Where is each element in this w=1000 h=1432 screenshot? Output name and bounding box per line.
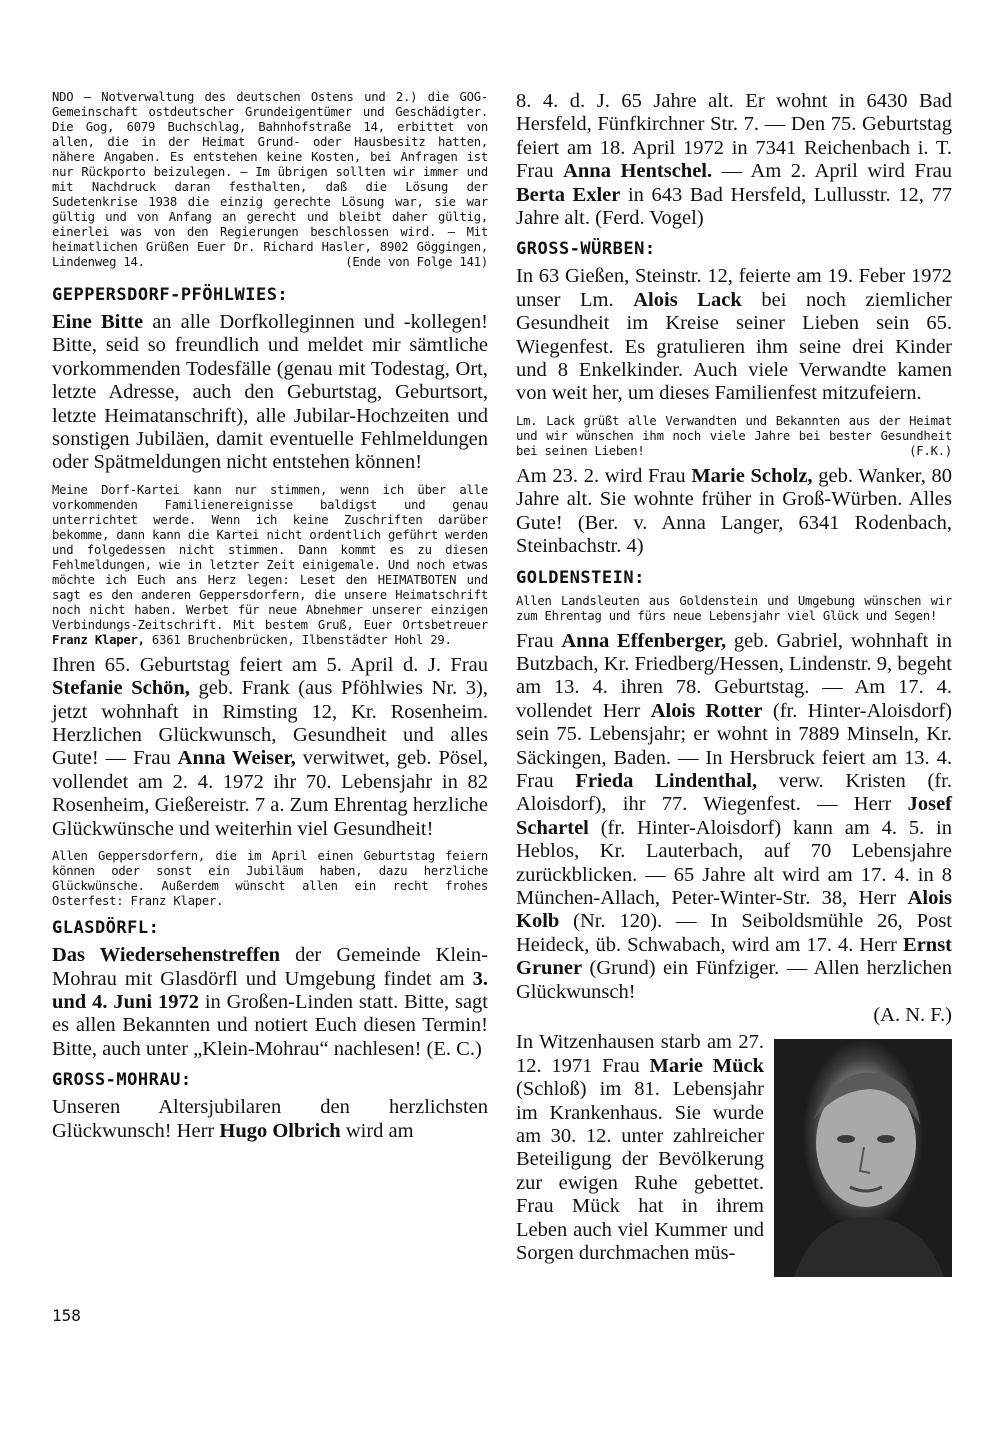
right-column: [516, 90, 952, 1273]
gold-name-1: Anna Effenberger,: [561, 629, 727, 652]
gold-name-5: Alois Kolb: [516, 886, 952, 933]
gepp-request-text: an alle Dorfkolleginnen und -kollegen! Bitte, seid so freundlich und meldet mir sämtliche vorkommenden Todesfälle (genau mit Todestag, Ort, letzte Adresse, auch den Geburtstag, Geburtsort, letzte Heimatanschrift), alle Jubilar-Hochzeiten und sonstigen Jubiläen, damit eventuelle Fehlmeldungen oder Spätmeldungen nicht entstehen können!: [52, 311, 488, 474]
intro-end-note: (Ende von Folge 141): [345, 255, 488, 269]
wuer-text-4: geb. Wanker, 80 Jahre alt. Sie wohnte früher in Groß-Würben. Alles Gute! (Ber. v. Anna Langer, 6341 Rodenbach, Steinbachstr. 4): [516, 464, 952, 558]
wuer-text-3: Am 23. 2. wird Frau: [516, 464, 692, 487]
gepp-bold-lead: Eine Bitte: [52, 311, 144, 333]
wuer-text-1: In 63 Gießen, Steinstr. 12, feierte am 19. Feber 1972 unser Lm.: [516, 265, 952, 311]
heading-goldenstein: GOLDENSTEIN:: [516, 567, 645, 588]
bday-text-1: Ihren 65. Geburtstag feiert am 5. April d. J. Frau: [52, 653, 488, 676]
cont-name-1: Anna Hentschel.: [563, 160, 713, 183]
gepp-kartei-address: 6361 Bruchenbrücken, Ilbenstädter Hohl 29.: [144, 632, 452, 647]
wuer-text-2: bei noch ziemlicher Gesundheit im Kreise seiner Lieben sein 65. Wiegenfest. Es gratulieren ihm seine drei Kinder und 8 Enkelkinder. Auch viele Verwandte kamen von weit her, um dieses Familienfest mitzufeiern.: [516, 288, 952, 405]
right-eye: [877, 1135, 895, 1143]
gold-name-6: Ernst Gruner: [516, 933, 952, 980]
cont-name-2: Berta Exler: [516, 183, 621, 206]
mohrau-paragraph: [52, 1096, 488, 1143]
mohrau-text-1: Unseren Altersjubilaren den herzlichsten Glückwunsch! Herr: [52, 1096, 488, 1142]
portrait-photo: [774, 1039, 952, 1277]
gold-text-1: Frau: [516, 629, 562, 652]
wuer-name-2: Marie Scholz,: [691, 464, 813, 487]
cont-text-1: 8. 4. d. J. 65 Jahre alt. Er wohnt in 6430 Bad Hersfeld, Fünfkirchner Str. 7. — Den 75. Geburtstag feiert am 18. April 1972 in 7341 Reichenbach i. T. Frau: [516, 90, 952, 183]
gold-text-2: geb. Gabriel, wohnhaft in Butzbach, Kr. Friedberg/Hessen, Lindenstr. 9, begeht am 13. 4. ihren 78. Geburtstag. — Am 17. 4. vollendet Herr: [516, 629, 952, 722]
bday-name-1: Stefanie Schön,: [52, 677, 190, 700]
gold-text-6: (Nr. 120). — In Seiboldsmühle 26, Post Heideck, üb. Schwabach, wird am 17. 4. Herr: [516, 910, 952, 956]
wuer-small-paragraph: [516, 414, 952, 459]
gold-paragraph: [516, 630, 952, 1005]
wuer-small-signature: (F.K.): [909, 443, 952, 458]
mohrau-text-2: wird am: [340, 1119, 414, 1142]
left-eye: [837, 1135, 855, 1143]
glas-paragraph: [52, 944, 488, 1061]
gold-text-7: (Grund) ein Fünfziger. — Allen herzlichen Glückwunsch!: [516, 957, 952, 1003]
gold-name-4: Josef Schartel: [516, 793, 952, 839]
gepp-request-paragraph: [52, 311, 488, 475]
obit-text-2: (Schloß) im 81. Lebensjahr im Krankenhaus. Sie wurde am 30. 12. unter zahlreicher Beteiligung der Bevölkerung zur ewigen Ruhe gebettet. Frau Mück hat in ihrem Leben auch viel Kummer und Sorgen durchmachen müs-: [516, 1078, 764, 1265]
gepp-kartei-paragraph: [52, 483, 488, 648]
gold-name-2: Alois Rotter: [650, 699, 763, 722]
intro-text: NDO – Notverwaltung des deutschen Ostens und 2.) die GOG-Gemeinschaft ostdeutscher Grundeigentümer und Geschädigter. Die Gog, 6079 Buchschlag, Bahnhofstraße 14, erbittet von allen, die in der Heimat Grund- oder Hausbesitz hatten, nähere Angaben. Es entstehen keine Kosten, bei Anfragen ist nur Rückporto beizulegen. – Im übrigen sollten wir immer und mit Nachdruck daran festhalten, daß die Lösung der Sudetenkrise 1938 die einzig gerechte Lösung war, sie war gültig und von Anfang an gerecht und bleibt daher gültig, einerlei was von den Regierungen beschlossen wird. – Mit heimatlichen Grüßen Euer Dr. Richard Hasler, 8902 Göggingen, Lindenweg 14.: [52, 90, 488, 269]
glas-text-2: in Großen-Linden statt. Bitte, sagt es allen Bekannten und notiert Euch diesen Termin! Bitte, auch unter „Klein-Mohrau“ nachlesen! (E. C.): [52, 990, 488, 1060]
heading-gross-wuerben: GROSS-WÜRBEN:: [516, 239, 656, 260]
heading-geppersdorf: GEPPERSDORF-PFÖHLWIES:: [52, 285, 289, 305]
bday-text-2: geb. Frank (aus Pföhlwies Nr. 3), jetzt wohnhaft in Rimsting 12, Kr. Rosenheim. Herzlichen Glückwunsch, Gesundheit und alles Gute! — Frau: [52, 677, 488, 770]
glas-bold-2: 3. und 4. Juni 1972: [52, 967, 488, 1013]
obit-text-1: In Witzenhausen starb am 27. 12. 1971 Frau: [516, 1031, 764, 1077]
obituary-block: [516, 1031, 952, 1265]
cont-text-2: — Am 2. April wird Frau: [712, 160, 952, 183]
heading-glasdoerfl: GLASDÖRFL:: [52, 918, 160, 939]
portrait-drawing: [774, 1039, 952, 1277]
heading-gross-mohrau: GROSS-MOHRAU:: [52, 1070, 192, 1091]
obit-name: Marie Mück: [649, 1054, 765, 1077]
gepp-kartei-text: Meine Dorf-Kartei kann nur stimmen, wenn ich über alle vorkommenden Familienereignisse baldigst und genau unterrichtet werde. Wenn ich keine Zuschriften darüber bekomme, dann kann die Kartei nicht ordentlich geführt werden und folgedessen nicht stimmen. Dann kommt es zu diesen Fehlmeldungen, wie in letzter Zeit einigemale. Und noch etwas möchte ich Euch ans Herz legen: Leset den HEIMATBOTEN und sagt es den anderen Geppersdorfern, die unsere Heimatschrift noch nicht haben. Werbet für neue Abnehmer unserer einzigen Verbindungs-Zeitschrift. Mit bestem Gruß, Euer Ortsbetreuer: [52, 482, 488, 632]
wuer-paragraph-2: [516, 465, 952, 559]
bday-name-2: Anna Weiser,: [177, 747, 296, 770]
wuer-name-1: Alois Lack: [633, 288, 742, 311]
glas-text-1: der Gemeinde Klein-Mohrau mit Glasdörfl und Umgebung findet am: [52, 944, 488, 990]
gold-text-5: (fr. Hinter-Aloisdorf) kann am 4. 5. in Heblos, Kr. Lauterbach, auf 70 Lebensjahre zurückblicken. — 65 Jahre alt wird am 17. 4. in 8 München-Allach, Peter-Winter-Str. 38, Herr: [516, 816, 952, 909]
shoulders-shape: [794, 1217, 944, 1277]
gepp-kartei-name: Franz Klaper,: [52, 632, 145, 647]
gepp-birthday-paragraph: [52, 654, 488, 841]
gold-signature: (A. N. F.): [873, 1004, 952, 1026]
wuer-small-text: Lm. Lack grüßt alle Verwandten und Bekannten aus der Heimat und wir wünschen ihm noch viele Jahre bei bester Gesundheit bei seinen Lieben!: [516, 413, 952, 458]
page-number: 158: [52, 1306, 81, 1325]
wuer-paragraph-1: [516, 265, 952, 405]
gold-text-3: (fr. Hinter-Aloisdorf) sein 75. Lebensjahr; er wohnt in 7889 Minseln, Kr. Säckingen, Baden. — In Hersbruck feiert am 13. 4. Frau: [516, 699, 952, 792]
left-column: [52, 90, 488, 1151]
gold-text-4: verw. Kristen (fr. Aloisdorf), ihr 77. Wiegenfest. — Herr: [516, 769, 952, 816]
intro-paragraph: [52, 90, 488, 270]
gold-name-3: Frieda Lindenthal,: [575, 769, 758, 792]
cont-paragraph: [516, 90, 952, 230]
gold-small-paragraph: Allen Landsleuten aus Goldenstein und Umgebung wünschen wir zum Ehrentag und fürs neue Lebensjahr viel Glück und Segen!: [516, 593, 952, 623]
obituary-paragraph: [516, 1031, 764, 1265]
gepp-closing-paragraph: Allen Geppersdorfern, die im April einen Geburtstag feiern können oder sonst ein Jubiläum haben, dazu herzliche Glückwünsche. Außerdem wünscht allen ein recht frohes Osterfest: Franz Klaper.: [52, 849, 488, 909]
bday-text-3: verwitwet, geb. Pösel, vollendet am 2. 4. 1972 ihr 70. Lebensjahr in 82 Rosenheim, Gießereistr. 7 a. Zum Ehrentag herzliche Glückwünsche und weiterhin viel Gesundheit!: [52, 747, 488, 840]
cont-text-3: in 643 Bad Hersfeld, Lullusstr. 12, 77 Jahre alt. (Ferd. Vogel): [516, 183, 953, 230]
mohrau-name: Hugo Olbrich: [219, 1119, 341, 1142]
glas-bold-1: Das Wiedersehenstreffen: [52, 944, 281, 967]
